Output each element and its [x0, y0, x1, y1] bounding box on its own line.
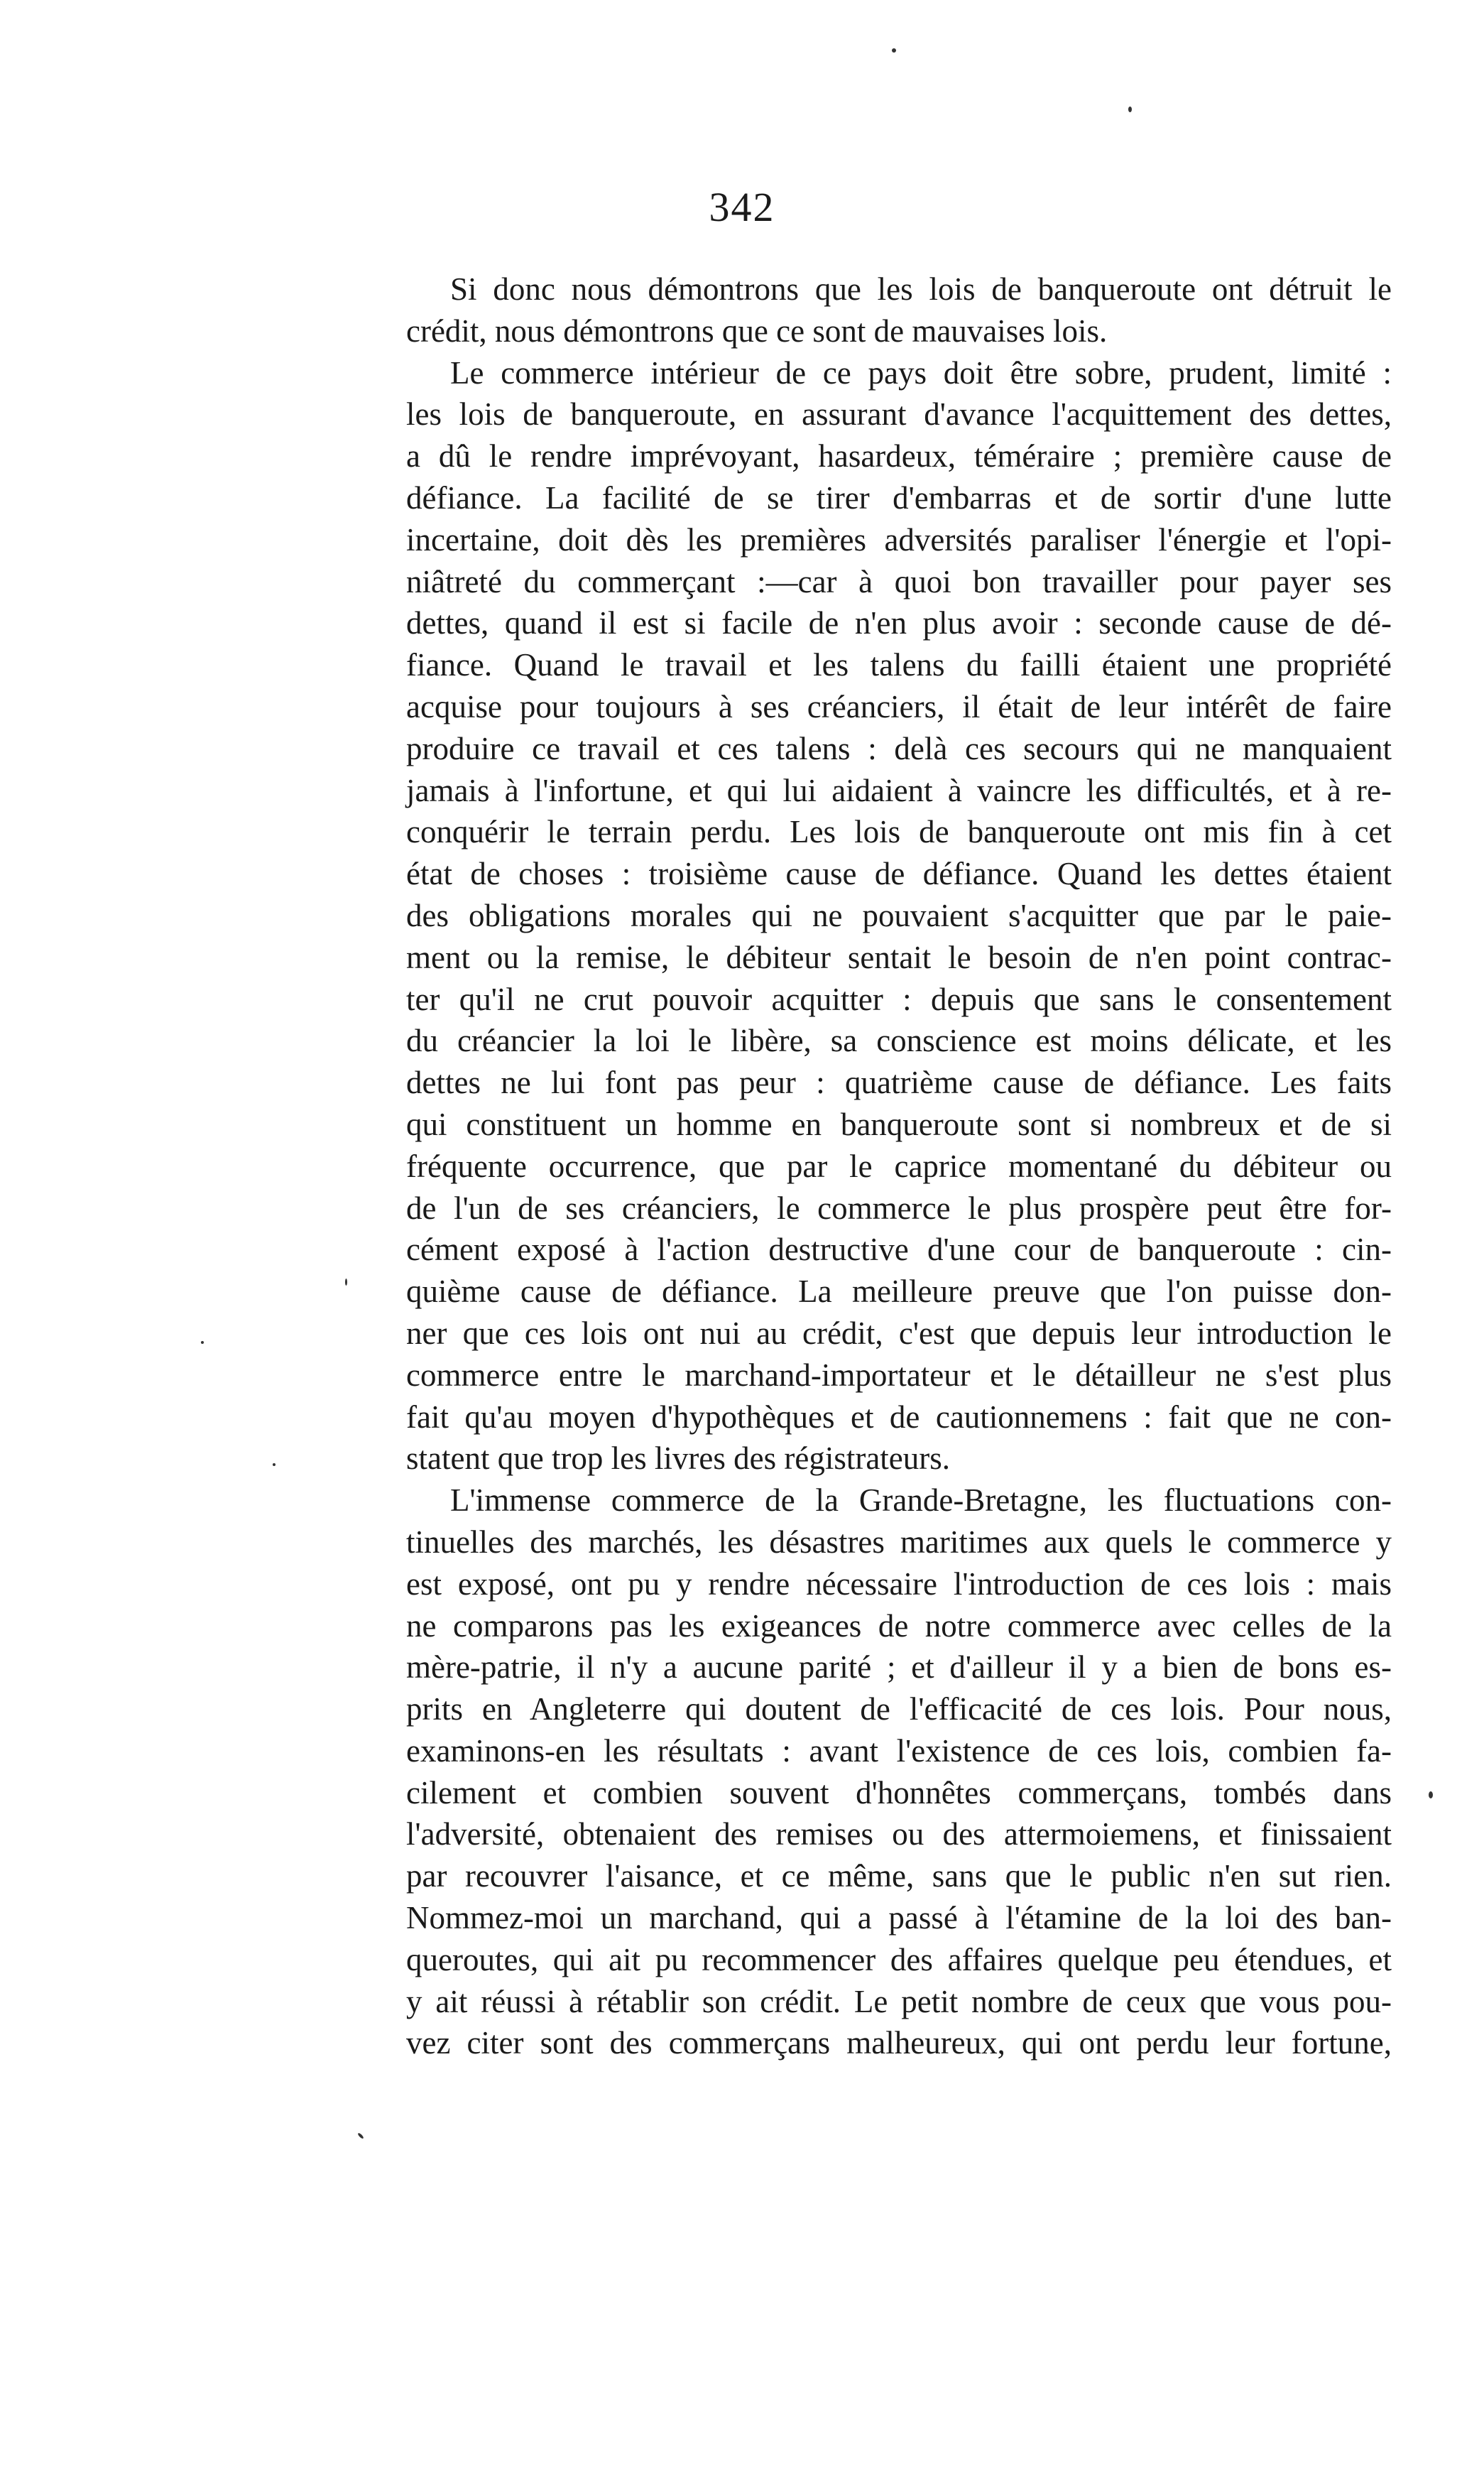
text-line: a dû le rendre imprévoyant, hasardeux, téméraire ; première cause de — [406, 438, 1392, 474]
ink-speck — [1429, 1791, 1433, 1798]
text-line: prits en Angleterre qui doutent de l'efficacité de ces lois. Pour nous, — [406, 1691, 1392, 1727]
text-line: ment ou la remise, le débiteur sentait le besoin de n'en point contrac- — [406, 939, 1392, 975]
text-line: Nommez-moi un marchand, qui a passé à l'étamine de la loi des ban- — [406, 1900, 1392, 1936]
text-line: qui constituent un homme en banqueroute sont si nombreux et de si — [406, 1106, 1392, 1142]
text-line: examinons-en les résultats : avant l'existence de ces lois, combien fa- — [406, 1732, 1392, 1769]
text-line: état de choses : troisième cause de défiance. Quand les dettes étaient — [406, 856, 1392, 892]
text-line: mère-patrie, il n'y a aucune parité ; et d'ailleur il y a bien de bons es- — [406, 1649, 1392, 1686]
ink-speck — [1128, 107, 1132, 112]
text-line: incertaine, doit dès les premières adversités paraliser l'énergie et l'opi- — [406, 521, 1392, 558]
text-line: acquise pour toujours à ses créanciers, il était de leur intérêt de faire — [406, 688, 1392, 724]
body-text — [406, 268, 1392, 2064]
text-line: dettes ne lui font pas peur : quatrième cause de défiance. Les faits — [406, 1065, 1392, 1101]
text-line: fait qu'au moyen d'hypothèques et de cautionnemens : fait que ne con- — [406, 1399, 1392, 1435]
text-line: jamais à l'infortune, et qui lui aidaient à vaincre les difficultés, et à re- — [406, 772, 1392, 808]
text-line: les lois de banqueroute, en assurant d'avance l'acquittement des dettes, — [406, 396, 1392, 433]
text-line: cément exposé à l'action destructive d'une cour de banqueroute : cin- — [406, 1232, 1392, 1268]
ink-speck — [345, 1279, 347, 1286]
text-line: ne comparons pas les exigeances de notre commerce avec celles de la — [406, 1607, 1392, 1644]
page-number: 342 — [709, 184, 775, 230]
text-line: Si donc nous démontrons que les lois de banqueroute ont détruit le — [450, 271, 1392, 307]
ink-speck — [201, 1341, 204, 1344]
text-line: produire ce travail et ces talens : delà ces secours qui ne manquaient — [406, 730, 1392, 766]
text-line: crédit, nous démontrons que ce sont de mauvaises lois. — [406, 313, 1108, 349]
ink-speck — [892, 48, 896, 53]
ink-speck — [357, 2132, 364, 2139]
text-line: statent que trop les livres des régistrateurs. — [406, 1440, 951, 1477]
text-line: ter qu'il ne crut pouvoir acquitter : depuis que sans le consentement — [406, 981, 1392, 1017]
text-line: commerce entre le marchand-importateur et le détailleur ne s'est plus — [406, 1357, 1392, 1393]
text-line: vez citer sont des commerçans malheureux, qui ont perdu leur fortune, — [406, 2025, 1392, 2061]
text-line: fiance. Quand le travail et les talens du failli étaient une propriété — [406, 647, 1392, 683]
text-line: des obligations morales qui ne pouvaient s'acquitter que par le paie- — [406, 897, 1392, 933]
text-line: Le commerce intérieur de ce pays doit être sobre, prudent, limité : — [450, 354, 1392, 391]
text-line: défiance. La facilité de se tirer d'embarras et de sortir d'une lutte — [406, 479, 1392, 516]
text-line: queroutes, qui ait pu recommencer des affaires quelque peu étendues, et — [406, 1941, 1392, 1977]
text-line: par recouvrer l'aisance, et ce même, sans que le public n'en sut rien. — [406, 1858, 1392, 1894]
text-line: est exposé, ont pu y rendre nécessaire l'introduction de ces lois : mais — [406, 1565, 1392, 1602]
text-line: l'adversité, obtenaient des remises ou des attermoiemens, et finissaient — [406, 1816, 1392, 1852]
text-line: L'immense commerce de la Grande-Bretagne, les fluctuations con- — [450, 1482, 1392, 1519]
text-line: du créancier la loi le libère, sa conscience est moins délicate, et les — [406, 1023, 1392, 1059]
text-line: tinuelles des marchés, les désastres maritimes aux quels le commerce y — [406, 1524, 1392, 1560]
text-line: y ait réussi à rétablir son crédit. Le petit nombre de ceux que vous pou- — [406, 1983, 1392, 2019]
text-line: ner que ces lois ont nui au crédit, c'est que depuis leur introduction le — [406, 1315, 1392, 1351]
text-line: fréquente occurrence, que par le caprice momentané du débiteur ou — [406, 1148, 1392, 1184]
text-line: niâtreté du commerçant :—car à quoi bon travailler pour payer ses — [406, 563, 1392, 599]
text-line: conquérir le terrain perdu. Les lois de banqueroute ont mis fin à cet — [406, 814, 1392, 850]
text-line: quième cause de défiance. La meilleure preuve que l'on puisse don- — [406, 1274, 1392, 1310]
text-line: dettes, quand il est si facile de n'en plus avoir : seconde cause de dé- — [406, 605, 1392, 641]
ink-speck — [273, 1463, 275, 1466]
text-line: de l'un de ses créanciers, le commerce le plus prospère peut être for- — [406, 1190, 1392, 1226]
text-line: cilement et combien souvent d'honnêtes commerçans, tombés dans — [406, 1774, 1392, 1811]
